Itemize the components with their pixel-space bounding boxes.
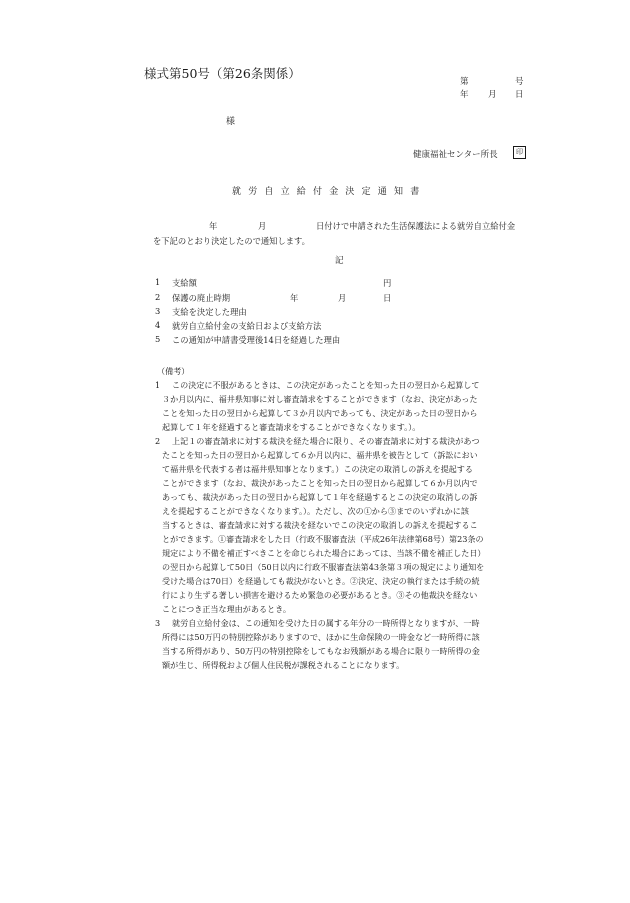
amount-unit: 円 — [383, 278, 392, 288]
document-number-suffix: 号 — [515, 77, 524, 87]
issuer-name: 健康福祉センター所長 — [413, 150, 498, 160]
item-label: 支給額 — [172, 278, 197, 288]
item-number: 2 — [155, 292, 161, 302]
remark-line: 起算して１年を経過すると審査請求をすることができなくなります。）。 — [162, 422, 421, 432]
remark-line: たことを知った日の翌日から起算して６か月以内に、福井県を被告として（訴訟におい — [162, 450, 478, 460]
item-number: 3 — [155, 306, 161, 316]
remark-line: ３か月以内に、福井県知事に対し審査請求をすることができます（なお、決定があった — [162, 394, 478, 404]
remark-number: 3 — [155, 618, 161, 628]
item-number: 1 — [155, 277, 161, 287]
remark-line: 就労自立給付金は、この通知を受けた日の属する年分の一時所得となりますが、一時 — [172, 618, 480, 628]
addressee-honorific: 様 — [226, 117, 236, 127]
remark-line: とができます。①審査請求をした日（行政不服審査法（平成26年法律第68号）第23条の — [162, 534, 484, 544]
remark-line: 行により生ずる著しい損害を避けるため緊急の必要があるとき。③その他裁決を経ない — [162, 590, 478, 600]
remark-number: 1 — [155, 380, 161, 390]
item-label: 就労自立給付金の支給日および支給方法 — [172, 321, 322, 331]
item-label: 支給を決定した理由 — [172, 307, 247, 317]
remark-line: 所得には50万円の特別控除がありますので、ほかに生命保険の一時金など一時所得に該 — [162, 632, 480, 642]
intro-year-label: 年 — [209, 221, 218, 231]
remark-line: の翌日から起算して50日（50日以内に行政不服審査法第43条第３項の規定により通知を — [162, 562, 485, 572]
remark-line: ことにつき正当な理由があるとき。 — [162, 604, 292, 614]
intro-line2: を下記のとおり決定したので通知します。 — [153, 236, 310, 246]
document-title: 就労自立給付金決定通知書 — [232, 187, 427, 197]
intro-line1: 日付けで申請された生活保護法による就労自立給付金 — [316, 221, 516, 231]
form-number: 様式第50号（第26条関係） — [144, 66, 301, 81]
remark-line: 規定により不備を補正すべきことを命じられた場合にあっては、当該不備を補正した日） — [162, 548, 486, 558]
remark-line: えを提起することができなくなります。）。ただし、次の①から③までのいずれかに該 — [162, 506, 469, 516]
abolition-year-label: 年 — [290, 293, 299, 303]
date-month-label: 月 — [488, 90, 497, 100]
item-label: 保護の廃止時期 — [172, 293, 231, 303]
abolition-day-label: 日 — [383, 293, 392, 303]
remark-line: あっても、裁決があった日の翌日から起算して１年を経過するとこの決定の取消しの訴 — [162, 492, 478, 502]
remark-line: 受けた場合は70日）を経過しても裁決がないとき。②決定、決定の執行または手続の続 — [162, 576, 480, 586]
ki-marker: 記 — [335, 256, 344, 266]
remark-line: ことができます（なお、裁決があったことを知った日の翌日から起算して６か月以内で — [162, 478, 478, 488]
remark-line: 上記１の審査請求に対する裁決を経た場合に限り、その審査請求に対する裁決があつ — [172, 436, 480, 446]
remark-line: 当するときは、審査請求に対する裁決を経ないでこの決定の取消しの訴えを提起するこ — [162, 520, 478, 530]
date-day-label: 日 — [515, 90, 524, 100]
remark-number: 2 — [155, 436, 161, 446]
abolition-month-label: 月 — [338, 293, 347, 303]
date-year-label: 年 — [460, 90, 469, 100]
remark-line: この決定に不服があるときは、この決定があったことを知った日の翌日から起算して — [172, 380, 480, 390]
remark-line: ことを知った日の翌日から起算して３か月以内であっても、決定があった日の翌日から — [162, 408, 478, 418]
intro-month-label: 月 — [258, 221, 267, 231]
item-label: この通知が申請書受理後14日を経過した理由 — [172, 335, 341, 345]
item-number: 4 — [155, 320, 161, 330]
item-number: 5 — [155, 334, 161, 344]
remark-line: て福井県を代表する者は福井県知事となります。）この決定の取消しの訴えを提起する — [162, 464, 473, 474]
remark-line: 額が生じ、所得税および個人住民税が課税されることになります。 — [162, 660, 405, 670]
document-number-prefix: 第 — [460, 77, 469, 87]
seal-box: 印 — [513, 146, 526, 159]
remark-line: 当する所得があり、50万円の特別控除をしてもなお残額がある場合に限り一時所得の金 — [162, 646, 480, 656]
remarks-heading: （備考） — [157, 366, 190, 376]
